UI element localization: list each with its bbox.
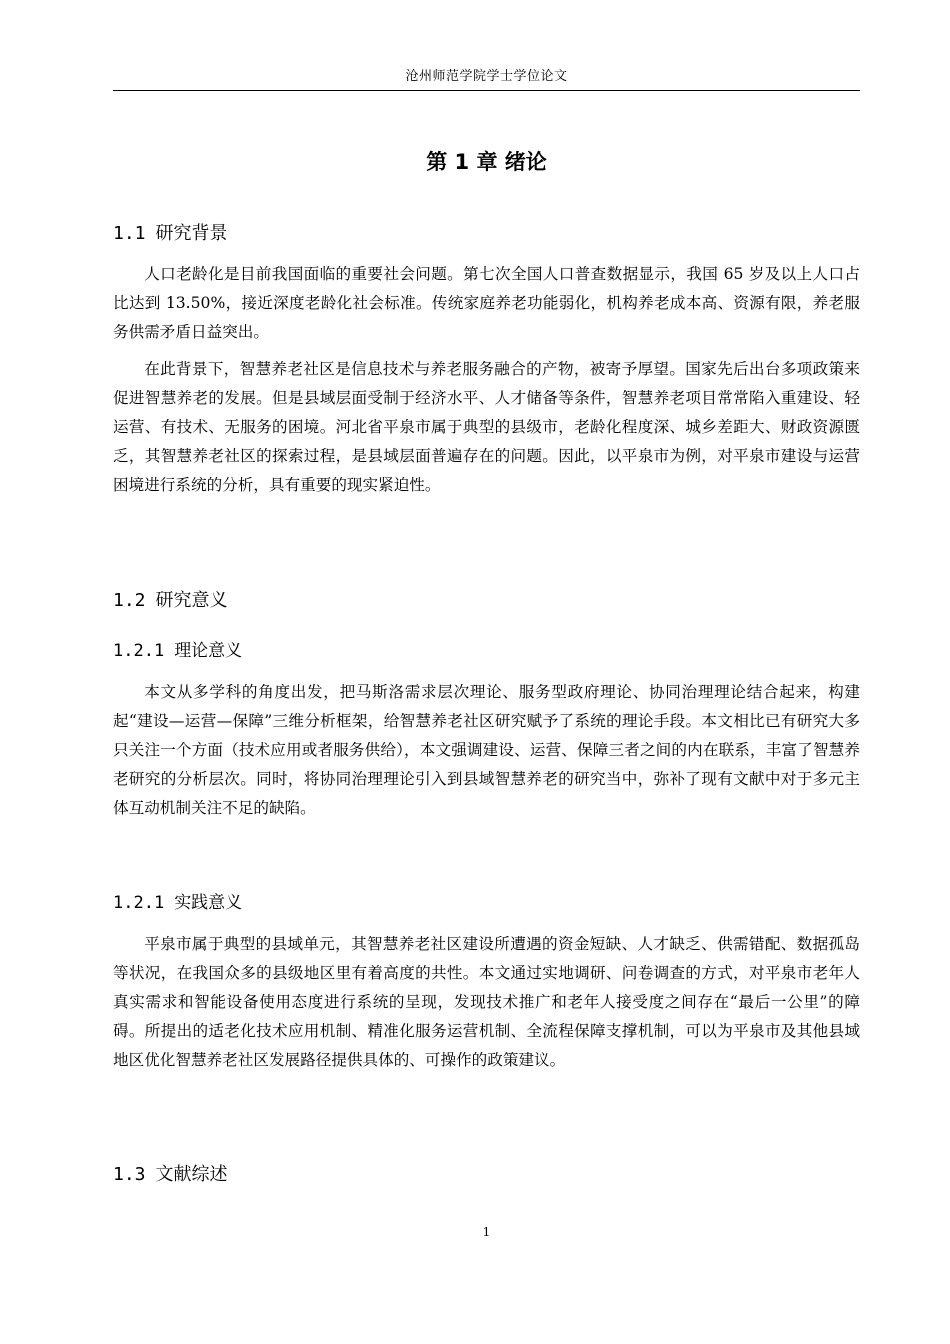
page-number: 1 bbox=[482, 1225, 491, 1239]
chapter-title: 第 1 章 绪论 bbox=[426, 150, 547, 174]
section-heading-1-1 bbox=[113, 221, 228, 247]
header-rule bbox=[113, 90, 860, 91]
subsection-title: 理论意义 bbox=[174, 641, 243, 661]
paragraph-background-2: 在此背景下，智慧养老社区是信息技术与养老服务融合的产物，被寄予厚望。国家先后出台多项政策来促进智慧养老的发展。但是县域层面受制于经济水平、人才储备等条件，智慧养老项目常常陷入重建设、轻运营、有技术、无服务的困境。河北省平泉市属于典型的县级市，老龄化程度深、城乡差距大、财政资源匮乏，其智慧养老社区的探索过程，是县域层面普遍存在的问题。因此，以平泉市为例，对平泉市建设与运营困境进行系统的分析，具有重要的现实紧迫性。 bbox=[113, 360, 860, 494]
section-number: 1.3 bbox=[113, 1164, 146, 1185]
paragraph-practice: 平泉市属于典型的县域单元，其智慧养老社区建设所遭遇的资金短缺、人才缺乏、供需错配、数据孤岛等状况，在我国众多的县级地区里有着高度的共性。本文通过实地调研、问卷调查的方式，对平泉市老年人真实需求和智能设备使用态度进行系统的呈现，发现技术推广和老年人接受度之间存在“最后一公里”的障碍。所提出的适老化技术应用机制、精准化服务运营机制、全流程保障支撑机制，可以为平泉市及其他县域地区优化智慧养老社区发展路径提供具体的、可操作的政策建议。 bbox=[113, 935, 860, 1069]
subsection-heading-theory bbox=[113, 638, 242, 664]
running-header: 沧州师范学院学士学位论文 bbox=[405, 69, 568, 84]
subsection-title: 实践意义 bbox=[174, 893, 243, 913]
section-title: 文献综述 bbox=[155, 1164, 228, 1185]
section-title: 研究意义 bbox=[155, 590, 228, 611]
paragraph-background-1: 人口老龄化是目前我国面临的重要社会问题。第七次全国人口普查数据显示，我国 65 岁及以上人口占比达到 13.50%，接近深度老龄化社会标准。传统家庭养老功能弱化，机构养老成本高、资源有限，养老服务供需矛盾日益突出。 bbox=[113, 265, 860, 341]
subsection-number: 1.2.1 bbox=[113, 893, 165, 913]
section-number: 1.2 bbox=[113, 590, 146, 611]
subsection-number: 1.2.1 bbox=[113, 641, 165, 661]
section-heading-1-3 bbox=[113, 1162, 228, 1188]
subsection-heading-practice bbox=[113, 890, 242, 916]
section-title: 研究背景 bbox=[155, 223, 228, 244]
paragraph-theory: 本文从多学科的角度出发，把马斯洛需求层次理论、服务型政府理论、协同治理理论结合起来，构建起“建设—运营—保障”三维分析框架，给智慧养老社区研究赋予了系统的理论手段。本文相比已有研究大多只关注一个方面（技术应用或者服务供给），本文强调建设、运营、保障三者之间的内在联系，丰富了智慧养老研究的分析层次。同时，将协同治理理论引入到县域智慧养老的研究当中，弥补了现有文献中对于多元主体互动机制关注不足的缺陷。 bbox=[113, 683, 860, 817]
section-number: 1.1 bbox=[113, 223, 146, 244]
section-heading-1-2 bbox=[113, 588, 228, 614]
